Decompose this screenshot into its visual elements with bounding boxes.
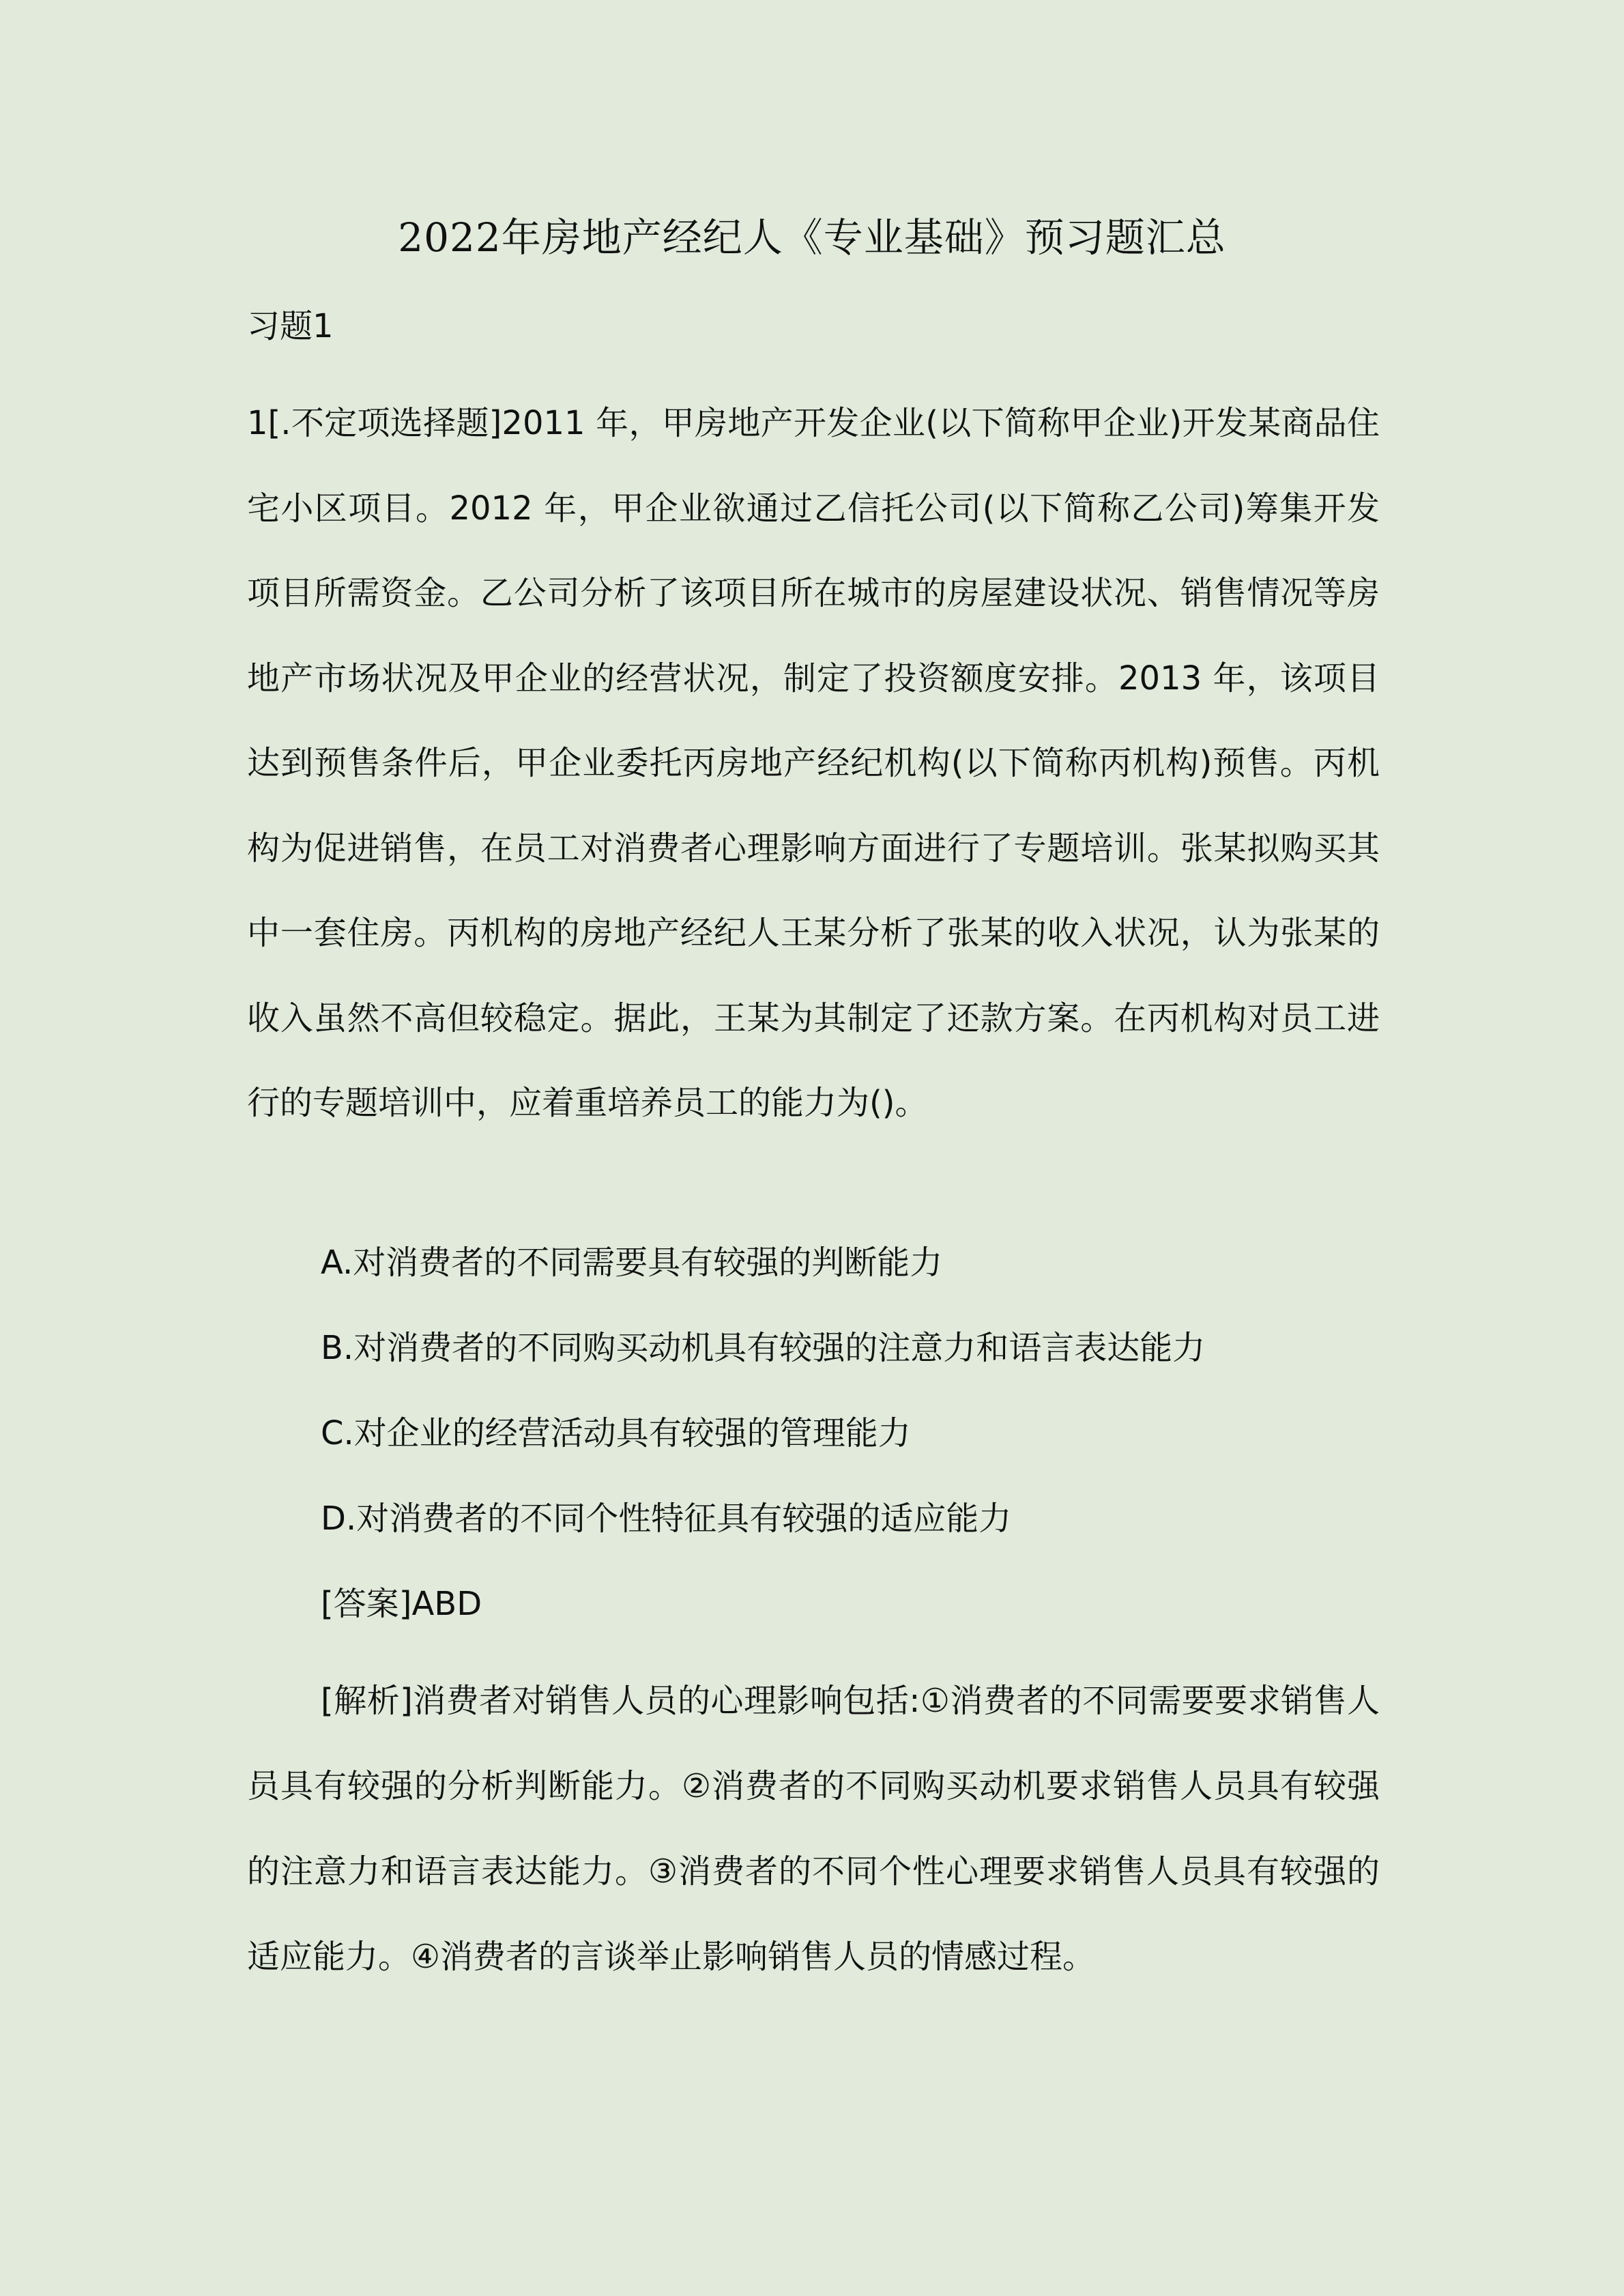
analysis-text: [解析]消费者对销售人员的心理影响包括:①消费者的不同需要要求销售人员具有较强的分析判断能力。②消费者的不同购买动机要求销售人员具有较强的注意力和语言表达能力。③消费者的不同个性心理要求销售人员具有较强的适应能力。④消费者的言谈举止影响销售人员的情感过程。 [247,1682,1380,1976]
document-title: 2022年房地产经纪人《专业基础》预习题汇总 [398,214,1226,261]
option-a: A.对消费者的不同需要具有较强的判断能力 [321,1244,943,1282]
section-label: 习题1 [247,307,334,345]
option-d: D.对消费者的不同个性特征具有较强的适应能力 [321,1499,1012,1538]
answer-text: [答案]ABD [321,1585,482,1623]
option-c: C.对企业的经营活动具有较强的管理能力 [321,1414,911,1452]
question-text: 1[.不定项选择题]2011 年，甲房地产开发企业(以下简称甲企业)开发某商品住宅小区项目。2012 年，甲企业欲通过乙信托公司(以下简称乙公司)筹集开发项目所需资金。乙公司分析了该项目所在城市的房屋建设状况、销售情况等房地产市场状况及甲企业的经营状况，制定了投资额度安排。2013 年，该项目达到预售条件后，甲企业委托丙房地产经纪机构(以下简称丙机构)预售。丙机构为促进销售，在员工对消费者心理影响方面进行了专题培训。张某拟购买其中一套住房。丙机构的房地产经纪人王某分析了张某的收入状况，认为张某的收入虽然不高但较稳定。据此，王某为其制定了还款方案。在丙机构对员工进行的专题培训中，应着重培养员工的能力为()。 [247,404,1380,1122]
option-b: B.对消费者的不同购买动机具有较强的注意力和语言表达能力 [321,1329,1206,1367]
